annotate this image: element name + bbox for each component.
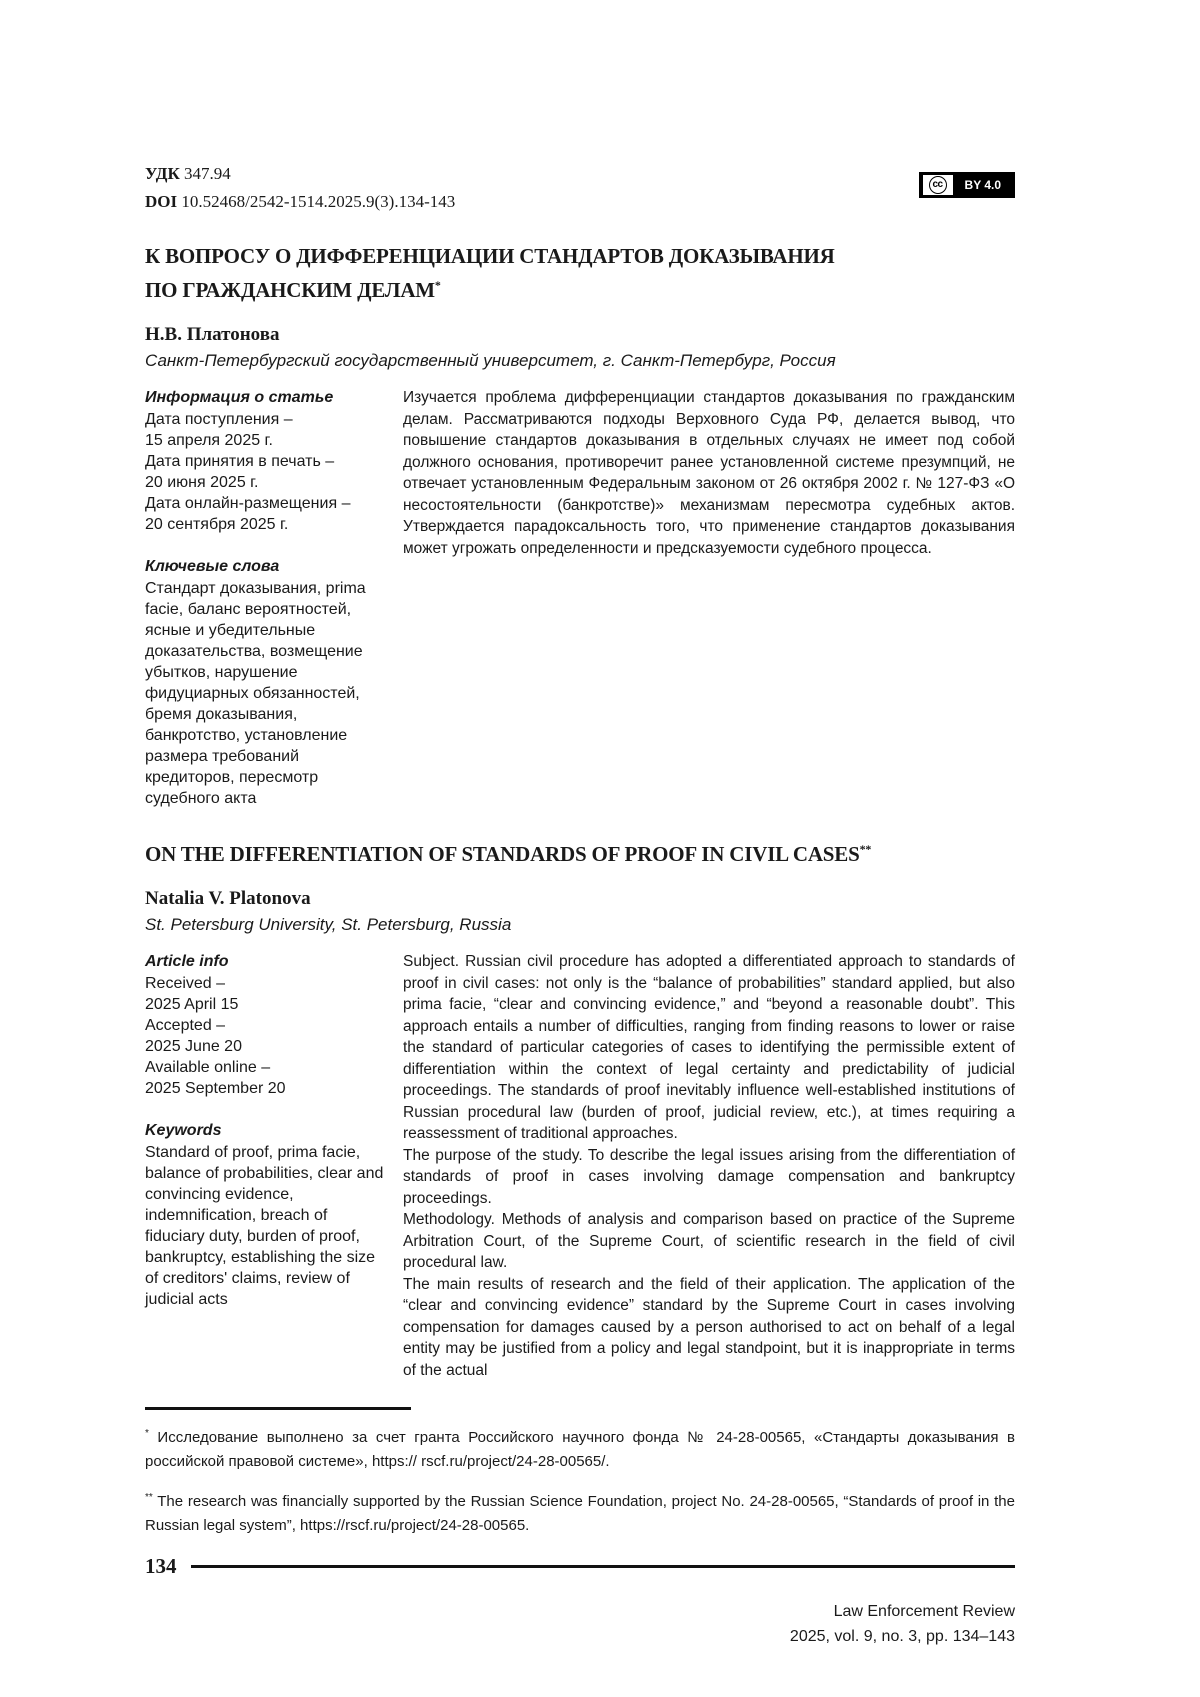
article-info-heading-ru: Информация о статье	[145, 389, 334, 406]
date-line: 2025 June 20	[145, 1038, 242, 1055]
date-line: 20 сентября 2025 г.	[145, 516, 289, 533]
article-info-section-en	[145, 951, 1015, 1381]
article-info-heading-en: Article info	[145, 953, 229, 970]
page-header	[145, 160, 1015, 216]
doi-value: 10.52468/2542-1514.2025.9(3).134-143	[181, 192, 456, 211]
date-line: Received –	[145, 975, 226, 992]
journal-issue: 2025, vol. 9, no. 3, pp. 134–143	[789, 1628, 1015, 1645]
date-line: 20 июня 2025 г.	[145, 474, 259, 491]
udc-label: УДК	[145, 164, 180, 183]
keywords-heading-en: Keywords	[145, 1122, 222, 1139]
cc-license-label: BY 4.0	[964, 178, 1001, 192]
article-identifiers	[145, 160, 455, 216]
journal-name: Law Enforcement Review	[833, 1603, 1015, 1620]
footnote-separator	[145, 1407, 411, 1410]
udc-line	[145, 160, 455, 188]
abstract-paragraph: Methodology. Methods of analysis and comparison based on practice of the Supreme Arbitration Court, of the Supreme Court, of scientific research in the field of civil procedural law.	[403, 1211, 1015, 1271]
footer-rule	[191, 1565, 1016, 1568]
article-title-ru-line2: ПО ГРАЖДАНСКИМ ДЕЛАМ*	[145, 278, 441, 302]
abstract-paragraph-ru: Изучается проблема дифференциации стандартов доказывания по гражданским делам. Рассматриваются подходы Верховного Суда РФ, делается вывод, что повышение стандартов доказывания в отдельных случаях не имеет под собой должного основания, противоречит ранее установленной системе презумпций, не отвечает установленным Федеральным законом от 26 октября 2002 г. № 127-ФЗ «О несостоятельности (банкротстве)» механизмам пересмотра судебных актов. Утверждается парадоксальность того, что применение стандартов доказывания может угрожать определенности и предсказуемости судебного процесса.	[403, 389, 1015, 557]
date-line: 15 апреля 2025 г.	[145, 432, 273, 449]
article-info-column-en	[145, 951, 387, 1381]
page-number: 134	[145, 1554, 177, 1578]
date-line: Available online –	[145, 1059, 271, 1076]
author-name-en: Natalia V. Platonova	[145, 888, 311, 909]
keywords-block-ru	[145, 556, 387, 809]
footnote-text: Исследование выполнено за счет гранта Российского научного фонда № 24-28-00565, «Стандарты доказывания в российской правовой системе», https:// rscf.ru/project/24-28-00565/.	[145, 1429, 1015, 1470]
abstract-paragraph: The main results of research and the field of their application. The application of the “clear and convincing evidence” standard by the Supreme Court in cases involving compensation for damages caused by a person authorised to act on behalf of a legal entity may be justified from a policy and legal standpoint, but it is inappropriate in terms of the actual	[403, 1275, 1015, 1379]
date-line: 2025 September 20	[145, 1080, 286, 1097]
date-line: Дата онлайн-размещения –	[145, 495, 351, 512]
abstract-en	[403, 951, 1015, 1381]
abstract-ru	[403, 387, 1015, 809]
date-line: Дата принятия в печать –	[145, 453, 335, 470]
cc-icon: cc	[923, 175, 953, 195]
abstract-paragraph: Subject. Russian civil procedure has adopted a differentiated approach to standards of proof in civil cases: not only is the “balance of probabilities” standard applied, but also prima facie, “clear and convincing evidence,” and “beyond a reasonable doubt”. This approach entails a number of difficulties, ranging from finding reasons to lower or raise the standard of particular categories of cases to identifying the permissible extent of differentiation within the context of legal certainty and predictability of judicial proceedings. The standards of proof inevitably influence well-established institutions of Russian procedural law (burden of proof, judicial review, etc.), at times requiring a reassessment of traditional approaches.	[403, 953, 1015, 1142]
article-title-ru-line1: К ВОПРОСУ О ДИФФЕРЕНЦИАЦИИ СТАНДАРТОВ ДОКАЗЫВАНИЯ	[145, 244, 835, 268]
author-affiliation-en: St. Petersburg University, St. Petersburg, Russia	[145, 915, 512, 934]
page-footer	[145, 1554, 1015, 1579]
article-title-ru	[145, 242, 1015, 305]
footnote-marker: *	[145, 1428, 149, 1439]
keywords-block-en	[145, 1120, 387, 1310]
title-footnote-marker-en: **	[859, 842, 872, 856]
footnote-en	[145, 1486, 1015, 1538]
journal-reference	[145, 1599, 1015, 1649]
date-line: Accepted –	[145, 1017, 226, 1034]
title-footnote-marker-ru: *	[434, 278, 441, 292]
doi-label: DOI	[145, 192, 178, 211]
cc-license-badge	[919, 172, 1015, 198]
date-line: 2025 April 15	[145, 996, 239, 1013]
footnote-marker: **	[145, 1492, 153, 1503]
footnote-ru	[145, 1422, 1015, 1474]
article-info-section-ru	[145, 387, 1015, 809]
doi-line	[145, 188, 455, 216]
footnote-text: The research was financially supported by the Russian Science Foundation, project No. 24-28-00565, “Standards of proof in the Russian legal system”, https://rscf.ru/project/24-28-00565.	[145, 1493, 1015, 1534]
article-title-en: ON THE DIFFERENTIATION OF STANDARDS OF PROOF IN CIVIL CASES**	[145, 842, 872, 866]
keywords-text-ru: Стандарт доказывания, prima facie, баланс вероятностей, ясные и убедительные доказательства, возмещение убытков, нарушение фидуциарных обязанностей, бремя доказывания, банкротство, установление размера требований кредиторов, пересмотр судебного акта	[145, 580, 366, 807]
keywords-heading-ru: Ключевые слова	[145, 558, 280, 575]
article-info-column-ru	[145, 387, 387, 809]
udc-value: 347.94	[184, 164, 231, 183]
abstract-paragraph: The purpose of the study. To describe the legal issues arising from the differentiation of standards of proof in cases involving damage compensation and bankruptcy proceedings.	[403, 1146, 1015, 1207]
author-name-ru: Н.В. Платонова	[145, 324, 280, 345]
keywords-text-en: Standard of proof, prima facie, balance of probabilities, clear and convincing evidence, indemnification, breach of fiduciary duty, burden of proof, bankruptcy, establishing the size of creditors' claims, review of judicial acts	[145, 1144, 384, 1308]
author-affiliation-ru: Санкт-Петербургский государственный университет, г. Санкт-Петербург, Россия	[145, 351, 836, 370]
date-line: Дата поступления –	[145, 411, 293, 428]
